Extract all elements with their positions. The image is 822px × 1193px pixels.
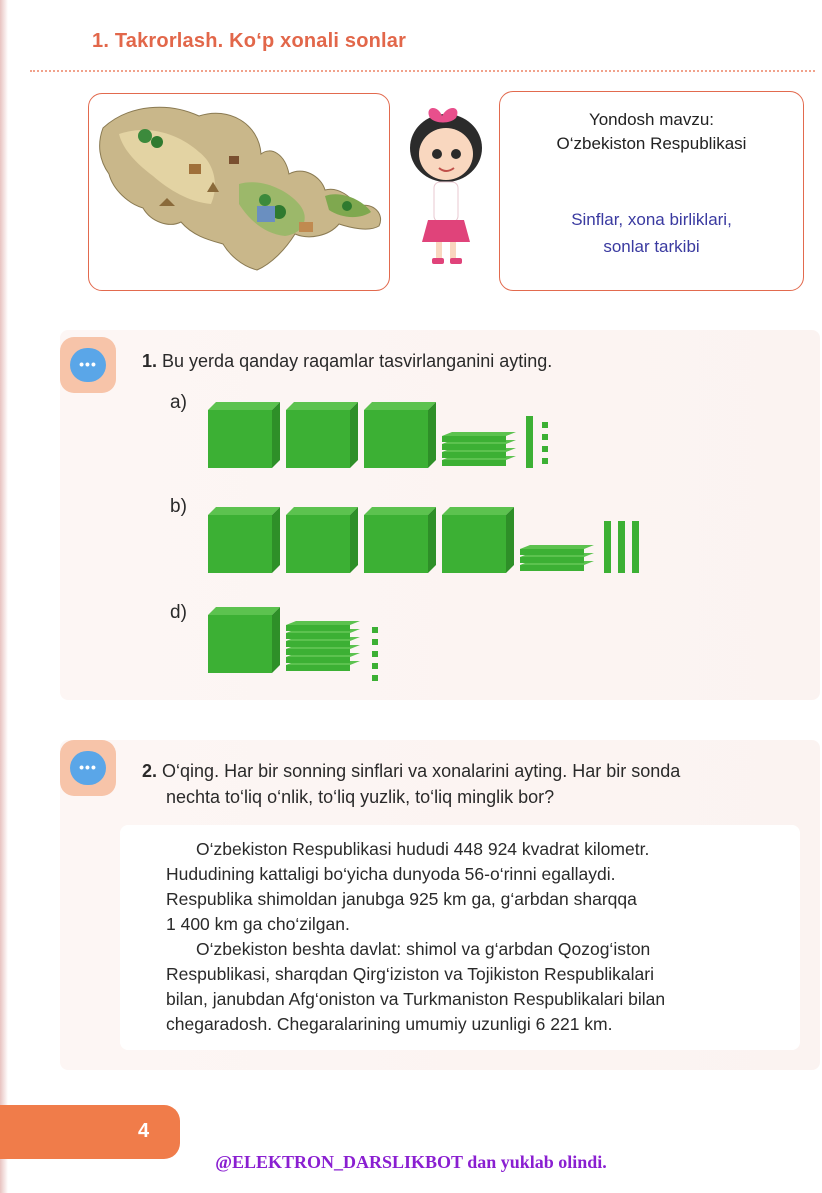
thousand-cube bbox=[208, 507, 280, 573]
related-topic-box bbox=[499, 91, 804, 291]
thousand-cube bbox=[442, 507, 514, 573]
uzbekistan-map-illustration bbox=[88, 93, 390, 291]
map-image bbox=[89, 94, 390, 291]
hundred-flats-stack bbox=[286, 621, 360, 671]
passage-line: chegaradosh. Chegaralarining umumiy uzunligi 6 221 km. bbox=[166, 1014, 613, 1034]
base10-blocks-a bbox=[200, 400, 600, 480]
related-topic-heading: Yondosh mavzu: bbox=[588, 110, 715, 129]
thousand-cube bbox=[286, 507, 358, 573]
download-credit: @ELEKTRON_DARSLIKBOT dan yuklab olindi. bbox=[215, 1152, 607, 1172]
unit-cubes bbox=[372, 627, 378, 685]
lesson-keywords-line2: sonlar tarkibi bbox=[603, 237, 700, 256]
speech-bubble-icon: ••• bbox=[60, 337, 116, 393]
passage-line: O‘zbekiston Respublikasi hududi 448 924 kvadrat kilometr. bbox=[196, 839, 650, 859]
thousand-cube bbox=[364, 507, 436, 573]
task2-line2: nechta to‘liq o‘nlik, to‘liq yuzlik, to‘liq minglik bor? bbox=[166, 787, 555, 807]
base10-blocks-d bbox=[200, 605, 460, 685]
passage-line: 1 400 km ga cho‘zilgan. bbox=[166, 914, 350, 934]
related-topic-name: O‘zbekiston Respublikasi bbox=[556, 134, 747, 153]
ten-rod bbox=[526, 416, 533, 468]
header-divider bbox=[30, 70, 815, 72]
task1-prompt bbox=[142, 348, 552, 374]
page-number-tab bbox=[0, 1105, 180, 1159]
item-a-label: a) bbox=[170, 392, 187, 413]
passage-line: Respublikasi, sharqdan Qirg‘iziston va Tojikiston Respublikalari bbox=[166, 964, 654, 984]
thousand-cube bbox=[286, 402, 358, 468]
chapter-title: 1. Takrorlash. Ko‘p xonali sonlar bbox=[92, 30, 407, 52]
hundred-flats-stack bbox=[520, 545, 594, 571]
hundred-flats-stack bbox=[442, 432, 516, 466]
task1-text: Bu yerda qanday raqamlar tasvirlanganini ayting. bbox=[162, 351, 553, 371]
passage-line: O‘zbekiston beshta davlat: shimol va g‘arbdan Qozog‘iston bbox=[196, 939, 651, 959]
task2-prompt bbox=[142, 758, 802, 810]
passage-line: Hududining kattaligi bo‘yicha dunyoda 56-o‘rinni egallaydi. bbox=[166, 864, 616, 884]
passage-line: bilan, janubdan Afg‘oniston va Turkmaniston Respublikalari bilan bbox=[166, 989, 666, 1009]
reading-passage bbox=[120, 825, 800, 1050]
page-edge bbox=[0, 0, 8, 1193]
item-d-label: d) bbox=[170, 602, 187, 623]
passage-line: Respublika shimoldan janubga 925 km ga, g‘arbdan sharqqa bbox=[166, 889, 637, 909]
base10-blocks-b bbox=[200, 505, 670, 585]
thousand-cube bbox=[364, 402, 436, 468]
thousand-cube bbox=[208, 402, 280, 468]
girl-illustration bbox=[404, 100, 488, 270]
lesson-keywords-line1: Sinflar, xona birliklari, bbox=[571, 210, 732, 229]
speech-bubble-icon: ••• bbox=[60, 740, 116, 796]
task2-number: 2. bbox=[142, 761, 158, 781]
task2-line1: O‘qing. Har bir sonning sinflari va xonalarini ayting. Har bir sonda bbox=[162, 761, 681, 781]
ten-rod bbox=[632, 521, 639, 573]
unit-cubes bbox=[542, 422, 548, 464]
item-b-label: b) bbox=[170, 496, 187, 517]
task1-number: 1. bbox=[142, 351, 158, 371]
thousand-cube bbox=[208, 607, 280, 673]
page-number: 4 bbox=[138, 1120, 150, 1142]
ten-rod bbox=[618, 521, 625, 573]
ten-rod bbox=[604, 521, 611, 573]
